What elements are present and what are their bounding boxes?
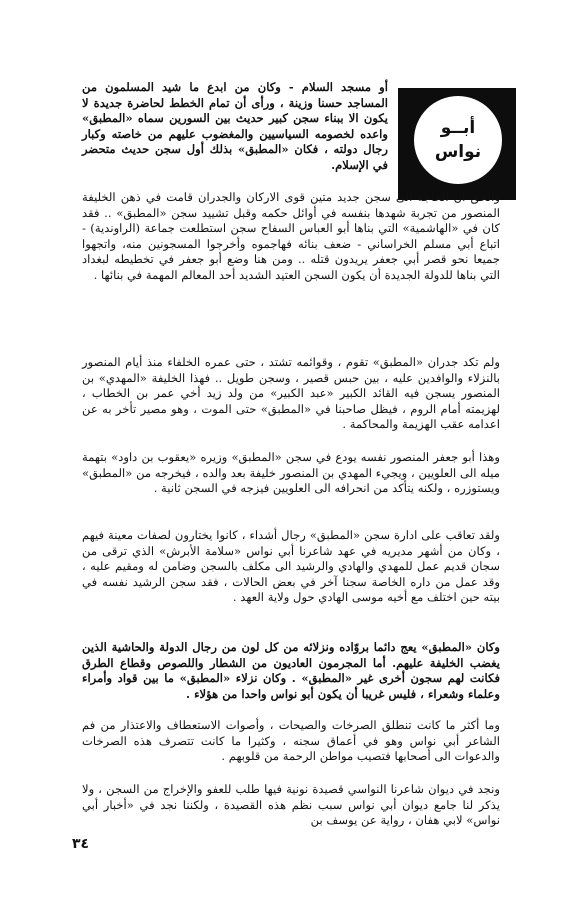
paragraph-7: وما أكثر ما كانت تنطلق الصرخات والصيحات ، وأصوات الاستعطاف والاعتذار من فم الشاعر أبي نواس وهو في أعماق سجنه ، وكثيرا ما كانت تتصرف هذه الصرخات والدعوات الى أصحابها فتصيب مواطن الرحمة من قلوبهم .	[82, 718, 500, 764]
paragraph-3: ولم تكد جدران «المطبق» تقوم ، وقوائمه تشتد ، حتى عمره الخلفاء منذ أيام المنصور بالنزلاء والوافدين عليه ، بين حبس قصير ، وسجن طويل .. فهذا الخليفة «المهدي» بن المنصور يسجن فيه القائد الكبير «عبد الكبير» من ولد زيد أخي عمر بن الخطاب ، لهزيمته أمام الروم ، فيظل صاحبنا في «المطبق» حتى الموت ، وهو مصير تأخر به عن اعدامه عقب الهزيمة والمحاكمة .	[82, 355, 500, 432]
page-number: ٣٤	[72, 836, 90, 852]
chapter-marker-circle	[414, 96, 502, 184]
paragraph-intro: أو مسجد السلام - وكان من ابدع ما شيد المسلمون من المساجد حسنا وزينة ، ورأى أن تمام الخطط لحاضرة جديدة لا يكون الا ببناء سجن كبير حديث بين السورين سماه «المطبق» واعده لخصومه السياسيين والمغضوب عليهم من خاصته وكبار رجال دولته ، فكان «المطبق» بذلك أول سجن حديث متحضر في الإسلام.	[82, 80, 388, 172]
chapter-marker-box	[398, 88, 516, 200]
chapter-marker-line-2: نواس	[434, 142, 482, 162]
paragraph-8: ونجد في ديوان شاعرنا النواسي قصيدة نونية فيها طلب للعفو والإخراج من السجن ، ولا يذكر لنا جامع ديوان أبي نواس سبب نظم هذه القصيدة ، ولكننا نجد في «أخبار أبي نواس» لابي هفان ، رواية عن يوسف بن	[82, 782, 500, 828]
paragraph-4: وهذا أبو جعفر المنصور نفسه يودع في سجن «المطبق» وزيره «يعقوب بن داود» بتهمة ميله الى العلويين ، ويجيء المهدي بن المنصور خليفة بعد والده ، فيخرجه من «المطبق» ويستوزره ، ولكنه يتأكد من انحرافه الى العلويين فيزجه في السجن ثانية .	[82, 450, 500, 496]
paragraph-6: وكان «المطبق» يعج دائما بروّاده ونزلائه من كل لون من رجال الدولة والحاشية الذين يغضب الخليفة عليهم. أما المجرمون العاديون من الشطار واللصوص وقطاع الطرق فكانت لهم سجون أخرى غير «المطبق» . وكان نزلاء «المطبق» ما بين قواد وأمراء وعلماء وشعراء ، فليس غريبا أن يكون أبو نواس واحدا من هؤلاء .	[82, 640, 500, 701]
chapter-marker-line-1: أبــو	[440, 118, 476, 138]
paragraph-2: والحق أن الحاجة الى سجن جديد متين قوى الاركان والجدران قامت في ذهن الخليفة المنصور من تجربة شهدها بنفسه في أوائل حكمه وقبل تشييد سجن «المطبق» .. فقد كان في «الهاشمية» التي بناها أبو العباس السفاح سجن استطلعت جماعة (الراوندية) - اتباع أبي مسلم الخراساني - ضعف بنائه فهاجموه وأخرجوا المسجونين منه، واتجهوا جميعا نحو قصر أبي جعفر يريدون قتله .. ومن هنا وضع أبو جعفر في تخطيطه لبغداد التي بناها للدولة الجديدة أن يكون السجن العتيد الشديد أحد المعالم المهمة في بنائها .	[82, 190, 500, 282]
paragraph-5: ولقد تعاقب على ادارة سجن «المطبق» رجال أشداء ، كانوا يختارون لصفات معينة فيهم ، وكان من أشهر مديريه في عهد شاعرنا أبي نواس «سلامة الأبرش» الذي ترقى من سجان قديم عمل للمهدي والهادي والرشيد الى مكلف بالسجن وضامن له ومقيم عليه ، وقد عمل من داره الخاصة سجنا آخر في بعض الحالات ، فقد سجن الرشيد نفسه في بيته حين اختلف مع أخيه موسى الهادي حول ولاية العهد .	[82, 528, 500, 605]
